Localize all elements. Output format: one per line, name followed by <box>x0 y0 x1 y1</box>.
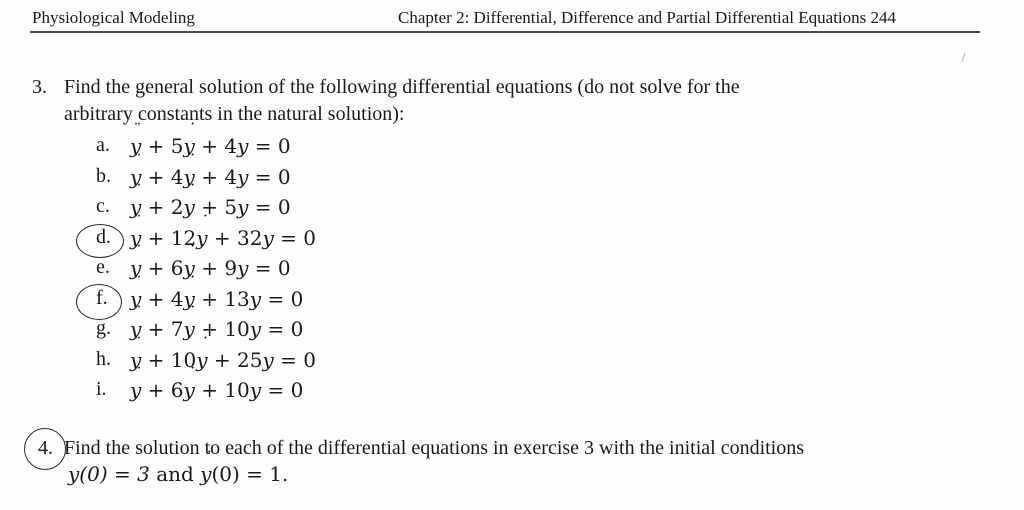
coefficient-1: 6 <box>170 256 184 280</box>
plus-sign: + <box>194 317 225 341</box>
coefficient-1: 10 <box>170 347 197 372</box>
coefficient-1: 7 <box>170 317 184 341</box>
y-ddot-symbol: ¨ y <box>130 287 141 311</box>
differential-equation <box>130 134 291 158</box>
header-rule <box>30 31 980 33</box>
differential-equation <box>130 378 303 402</box>
coefficient-2: 32 <box>237 225 263 250</box>
y-symbol: y <box>249 317 262 341</box>
plus-sign: + <box>141 378 171 402</box>
y-ddot-symbol: ¨ y <box>130 134 141 158</box>
plus-sign: + <box>207 225 238 250</box>
item-label: d. <box>96 225 111 248</box>
coefficient-2: 10 <box>224 378 250 402</box>
y-dot-symbol: ˙ y <box>184 195 195 219</box>
coefficient-2: 5 <box>224 195 238 219</box>
plus-sign: + <box>207 347 238 372</box>
plus-sign: + <box>141 195 171 219</box>
plus-sign: + <box>141 317 171 341</box>
item-label: e. <box>96 256 110 278</box>
coefficient-1: 12 <box>170 225 197 250</box>
y-dot-symbol: ˙ y <box>184 256 195 280</box>
plus-sign: + <box>194 256 225 280</box>
margin-mark: / <box>962 50 966 64</box>
equals-zero: = 0 <box>261 286 304 311</box>
y-ddot-symbol: ¨ y <box>130 165 141 189</box>
y-dot-symbol: ˙ y <box>184 134 195 158</box>
header-chapter-title: Chapter 2: Differential, Difference and Partial Differential Equations 244 <box>398 8 897 27</box>
y-dot-symbol: ˙ y <box>200 462 211 486</box>
equals-zero: = 0 <box>248 134 291 158</box>
y-ddot-symbol: ¨ y <box>130 256 141 280</box>
coefficient-1: 4 <box>170 164 184 189</box>
question-3-text-line1: Find the general solution of the following differential equations (do not solve for the <box>64 76 740 98</box>
plus-sign: + <box>141 164 171 189</box>
plus-sign: + <box>141 256 171 280</box>
y-dot-symbol: ˙ y <box>184 165 195 189</box>
y-ddot-symbol: ¨ y <box>130 317 141 341</box>
y-symbol: y <box>249 378 262 402</box>
question-4-text-line1: Find the solution to each of the differential equations in exercise 3 with the initial conditions <box>64 437 805 459</box>
y-ddot-symbol: ¨ y <box>130 195 141 219</box>
y-symbol: y <box>237 134 249 158</box>
header-course-title: Physiological Modeling <box>32 8 195 27</box>
coefficient-2: 13 <box>224 286 250 311</box>
item-label: c. <box>96 195 110 217</box>
y-symbol: y <box>237 256 249 280</box>
differential-equation <box>130 226 316 250</box>
plus-sign: + <box>194 286 225 311</box>
differential-equation <box>130 195 291 219</box>
plus-sign: + <box>194 378 225 402</box>
item-label: f. <box>96 286 108 309</box>
y-ddot-symbol: ¨ y <box>130 226 141 250</box>
question-3-text-line2: arbitrary constants in the natural solution): <box>64 103 405 125</box>
equals-zero: = 0 <box>273 225 317 250</box>
plus-sign: + <box>194 134 225 158</box>
item-label: g. <box>96 317 111 339</box>
item-label: i. <box>96 378 107 400</box>
y-dot-symbol: ˙ y <box>184 317 195 341</box>
plus-sign: + <box>194 195 225 219</box>
plus-sign: + <box>141 225 171 250</box>
plus-sign: + <box>141 286 171 311</box>
y-symbol: y <box>249 286 262 311</box>
item-label: h. <box>96 347 111 370</box>
initial-condition-y: y(0) = 3 <box>68 462 150 486</box>
equals-zero: = 0 <box>248 256 291 280</box>
item-label: b. <box>96 164 111 187</box>
y-ddot-symbol: ¨ y <box>130 348 141 372</box>
y-dot-symbol: ˙ y <box>196 226 207 250</box>
differential-equation <box>130 287 303 311</box>
plus-sign: + <box>194 164 225 189</box>
question-4-number: 4. <box>38 437 53 459</box>
differential-equation <box>130 256 291 280</box>
differential-equation <box>130 165 291 189</box>
item-label: a. <box>96 134 110 156</box>
coefficient-2: 25 <box>237 347 263 372</box>
coefficient-2: 9 <box>224 256 238 280</box>
y-symbol: y <box>237 164 249 189</box>
equals-zero: = 0 <box>248 195 291 219</box>
y-ddot-symbol: ¨ y <box>130 378 141 402</box>
question-3-number: 3. <box>32 76 47 98</box>
equals-zero: = 0 <box>248 164 291 189</box>
equals-zero: = 0 <box>261 317 304 341</box>
coefficient-2: 4 <box>224 164 238 189</box>
coefficient-1: 6 <box>170 378 184 402</box>
y-dot-symbol: ˙ y <box>196 348 207 372</box>
coefficient-1: 5 <box>170 134 184 158</box>
coefficient-2: 4 <box>224 134 238 158</box>
equals-zero: = 0 <box>273 347 317 372</box>
y-symbol: y <box>262 225 274 250</box>
question-4-initial-conditions <box>68 462 288 486</box>
coefficient-1: 4 <box>170 286 184 311</box>
equals-zero: = 0 <box>261 378 304 402</box>
initial-condition-and: and <box>156 462 194 486</box>
y-dot-symbol: ˙ y <box>184 287 195 311</box>
differential-equation <box>130 317 303 341</box>
plus-sign: + <box>141 347 171 372</box>
y-dot-symbol: ˙ y <box>184 378 195 402</box>
initial-condition-ydot-value: (0) = 1. <box>211 462 289 486</box>
y-symbol: y <box>237 195 249 219</box>
coefficient-1: 2 <box>170 195 184 219</box>
coefficient-2: 10 <box>224 317 250 341</box>
y-symbol: y <box>262 347 274 372</box>
plus-sign: + <box>141 134 171 158</box>
differential-equation <box>130 348 316 372</box>
